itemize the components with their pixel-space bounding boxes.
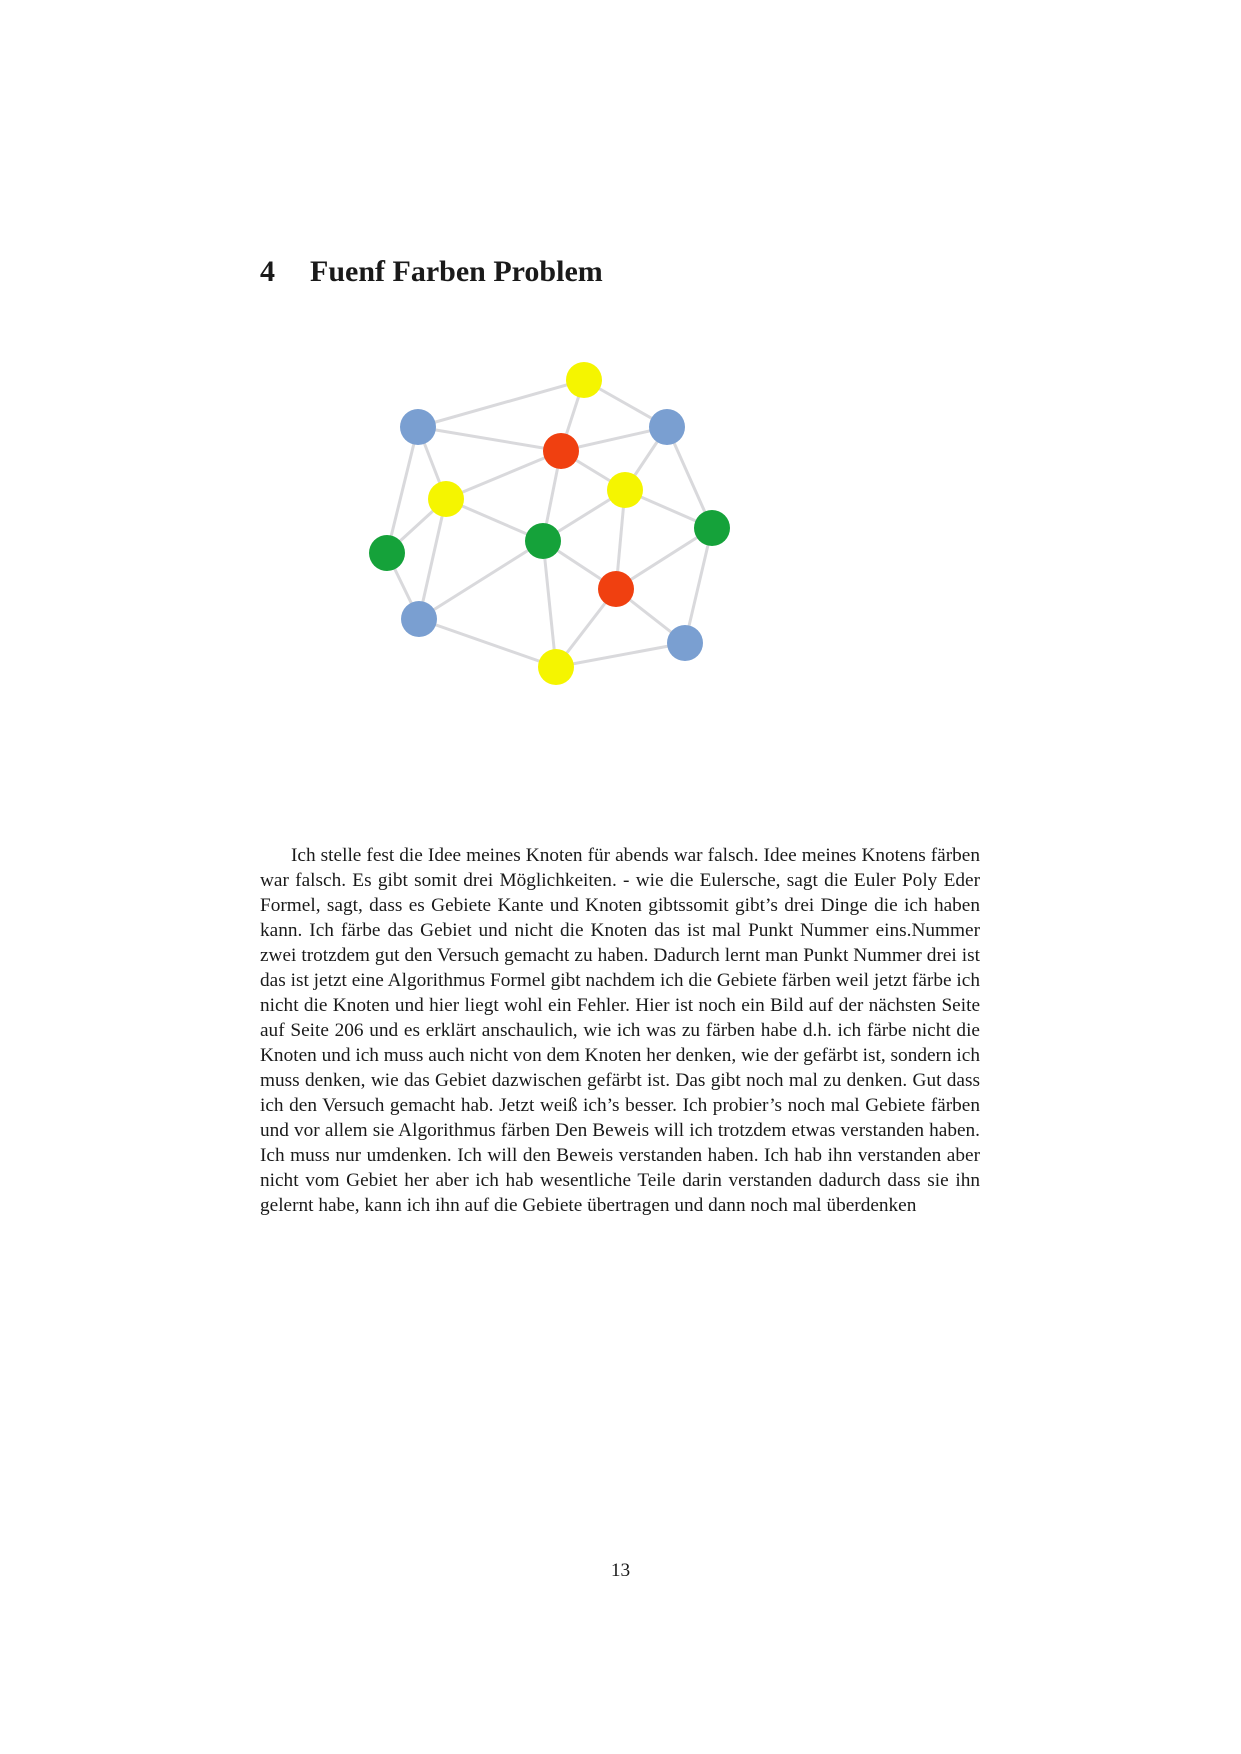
- graph-node-n6-yellow: [607, 472, 643, 508]
- graph-edge-n2-n7: [387, 427, 418, 553]
- graph-node-n9-green: [525, 523, 561, 559]
- graph-node-n8-green: [694, 510, 730, 546]
- graph-edge-n4-n5: [446, 451, 561, 499]
- section-title: Fuenf Farben Problem: [310, 255, 603, 288]
- graph-node-n3-blue: [649, 409, 685, 445]
- graph-node-n13-yellow: [538, 649, 574, 685]
- graph-edge-n1-n2: [418, 380, 584, 427]
- body-paragraph: Ich stelle fest die Idee meines Knoten für abends war falsch. Idee meines Knotens färben war falsch. Es gibt somit drei Möglichkeiten. - wie die Eulersche, sagt die Euler Poly Eder Formel, sagt, dass es Gebiete Kante und Knoten gibtssomit gibt’s drei Dinge die ich haben kann. Ich färbe das Gebiet und nicht die Knoten das ist mal Punkt Nummer eins.Nummer zwei trotzdem gut den Versuch gemacht zu haben. Dadurch lernt man Punkt Nummer drei ist das ist jetzt eine Algorithmus Formel gibt nachdem ich die Gebiete färben weil jetzt färbe ich nicht die Knoten und hier liegt wohl ein Fehler. Hier ist noch ein Bild auf der nächsten Seite auf Seite 206 und es erklärt anschaulich, wie ich was zu färben habe d.h. ich färbe nicht die Knoten und ich muss auch nicht von dem Knoten her denken, wie der gefärbt ist, sondern ich muss denken, wie das Gebiet dazwischen gefärbt ist. Das gibt noch mal zu denken. Gut dass ich den Versuch gemacht hab. Jetzt weiß ich’s besser. Ich probier’s noch mal Gebiete färben und vor allem sie Algorithmus färben Den Beweis will ich trotzdem etwas verstanden haben. Ich muss nur umdenken. Ich will den Beweis verstanden haben. Ich hab ihn verstanden aber nicht vom Gebiet her aber ich hab wesentliche Teile darin verstanden dadurch dass sie ihn gelernt habe, kann ich ihn auf die Gebiete übertragen und dann noch mal überdenken: [260, 845, 980, 1216]
- graph-coloring-figure: [360, 360, 750, 700]
- graph-node-n4-red: [543, 433, 579, 469]
- graph-edge-n11-n13: [419, 619, 556, 667]
- graph-node-n7-green: [369, 535, 405, 571]
- graph-node-n5-yellow: [428, 481, 464, 517]
- graph-nodes: [369, 362, 730, 685]
- graph-node-n1-yellow: [566, 362, 602, 398]
- graph-edge-n5-n11: [419, 499, 446, 619]
- graph-node-n12-blue: [667, 625, 703, 661]
- graph-edge-n2-n4: [418, 427, 561, 451]
- graph-node-n2-blue: [400, 409, 436, 445]
- graph-node-n11-blue: [401, 601, 437, 637]
- graph-edge-n9-n11: [419, 541, 543, 619]
- graph-edge-n12-n13: [556, 643, 685, 667]
- section-heading: [260, 252, 603, 292]
- graph-node-n10-red: [598, 571, 634, 607]
- graph-edge-n9-n13: [543, 541, 556, 667]
- section-number: 4: [260, 255, 275, 288]
- graph-diagram: [360, 360, 750, 700]
- page-number: 13: [610, 1560, 631, 1581]
